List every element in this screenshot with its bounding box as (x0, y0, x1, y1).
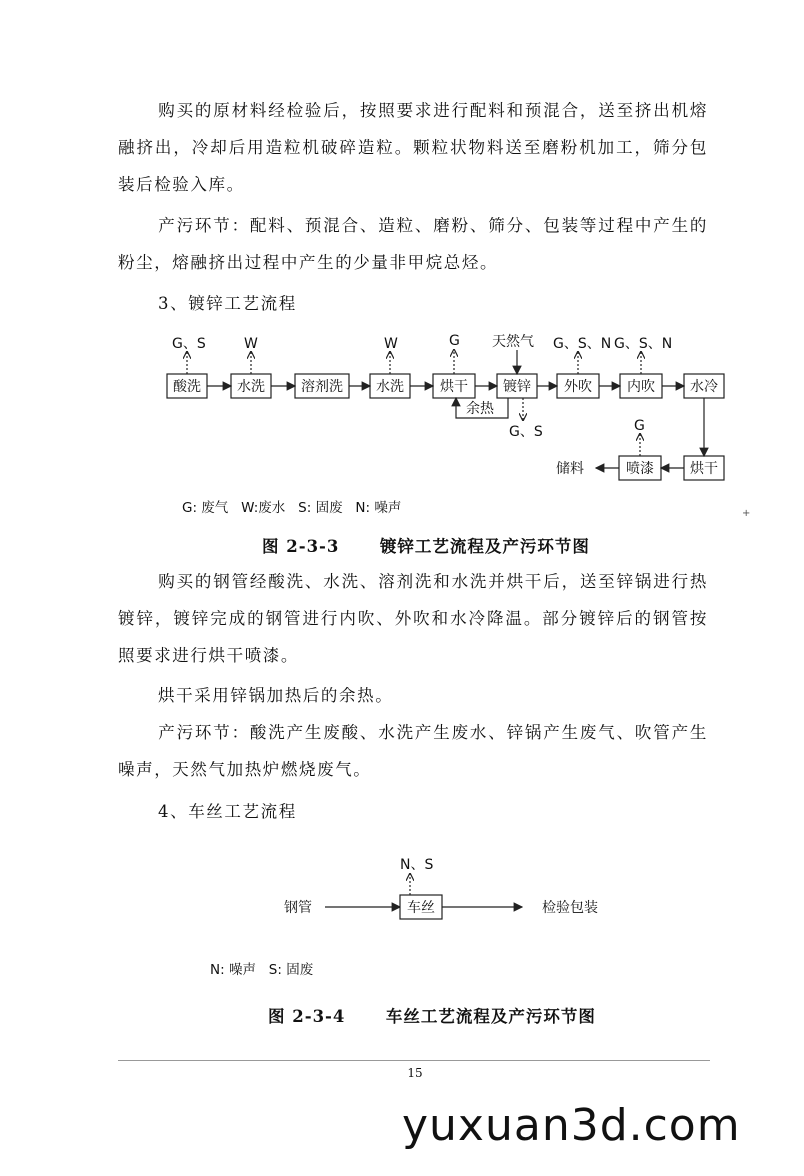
fig2-legend: N: 噪声 S: 固废 (210, 962, 314, 978)
emission-label: G、S、N (553, 336, 612, 352)
fig1-legend: G: 废气 W:废水 S: 固废 N: 噪声 (182, 500, 402, 516)
footer-divider (118, 1060, 710, 1061)
paragraph-text: 产污环节：酸洗产生废酸、水洗产生废水、锌锅产生废气、吹管产生噪声，天然气加热炉燃烧废气。 (118, 723, 708, 779)
plus-mark-icon: + (742, 508, 751, 519)
emission-label: N、S (400, 857, 434, 873)
paragraph-text: 购买的原材料经检验后，按照要求进行配料和预混合，送至挤出机熔融挤出，冷却后用造粒机破碎造粒。颗粒状物料送至磨粉机加工，筛分包装后检验入库。 (118, 101, 708, 194)
box-label: 水冷 (690, 379, 718, 395)
emission-label: G、S、N (614, 336, 673, 352)
waste-heat-label: 余热 (466, 401, 494, 417)
emission-label: W (384, 336, 398, 352)
paragraph-text: 购买的钢管经酸洗、水洗、溶剂洗和水洗并烘干后，送至锌锅进行热镀锌，镀锌完成的钢管进行内吹、外吹和水冷降温。部分镀锌后的钢管按照要求进行烘干喷漆。 (118, 572, 708, 665)
fig2-caption: 图 2-3-4 车丝工艺流程及产污环节图 (268, 1007, 596, 1026)
emission-label: G、S (172, 336, 206, 352)
box-label: 烘干 (690, 461, 718, 477)
box-label: 酸洗 (173, 379, 201, 395)
box-label: 水洗 (237, 379, 265, 395)
watermark: yuxuan3d.com (402, 1100, 741, 1151)
box-label: 内吹 (627, 379, 655, 395)
emission-label: G (634, 418, 645, 434)
fig1-caption: 图 2-3-3 镀锌工艺流程及产污环节图 (262, 537, 590, 556)
natural-gas-label: 天然气 (492, 334, 534, 350)
paragraph-text: 产污环节：配料、预混合、造粒、磨粉、筛分、包装等过程中产生的粉尘，熔融挤出过程中产生的少量非甲烷总烃。 (118, 216, 708, 272)
paragraph-text: 烘干采用锌锅加热后的余热。 (158, 686, 394, 705)
box-label: 喷漆 (626, 461, 654, 477)
input-label: 钢管 (284, 900, 312, 916)
emission-label: G (449, 333, 460, 349)
box-label: 水洗 (376, 379, 404, 395)
emission-label: W (244, 336, 258, 352)
box-label: 镀锌 (503, 379, 531, 395)
output-label: 检验包装 (542, 900, 598, 916)
storage-label: 储料 (556, 461, 584, 477)
box-label: 外吹 (564, 379, 592, 395)
emission-label: G、S (509, 424, 543, 440)
box-label: 烘干 (440, 379, 468, 395)
box-label: 溶剂洗 (301, 379, 343, 395)
box-label: 车丝 (407, 900, 435, 916)
section-heading-galvanizing: 3、镀锌工艺流程 (158, 294, 297, 313)
section-heading-threading: 4、车丝工艺流程 (158, 802, 297, 821)
page-number: 15 (407, 1066, 423, 1080)
